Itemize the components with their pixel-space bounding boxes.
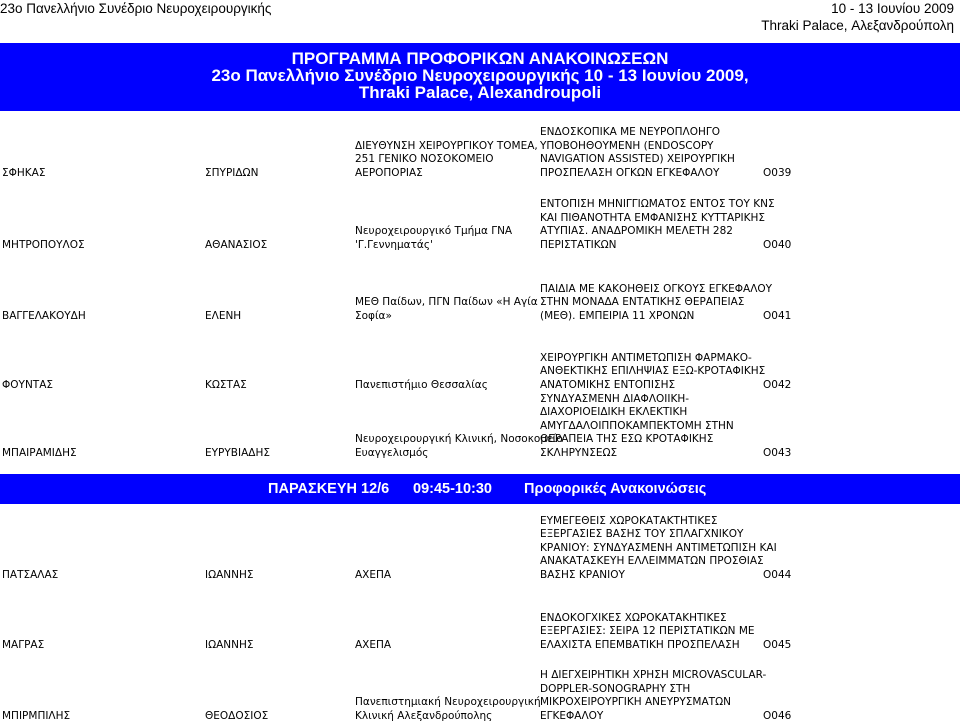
presentation-code: Ο043 (763, 446, 792, 459)
title-line: ΔΙΑΧΟΡΙΟΕΙΔΙΚΗ ΕΚΛΕΚΤΙΚΗ (540, 406, 688, 418)
author-surname: ΠΑΤΣΑΛΑΣ (2, 568, 59, 581)
title-line: ΕΥΜΕΓΕΘΕΙΣ ΧΩΡΟΚΑΤΑΚΤΗΤΙΚΕΣ (540, 514, 718, 527)
table-row (0, 610, 960, 652)
title-line: ΧΕΙΡΟΥΡΓΙΚΗ ΑΝΤΙΜΕΤΩΠΙΣΗ ΦΑΡΜΑΚΟ- (540, 351, 752, 364)
banner-venue: Thraki Palace, Alexandroupoli (358, 83, 602, 102)
presentation-title (540, 126, 735, 180)
affiliation-line: ΑΧΕΠΑ (355, 568, 392, 581)
presentation-title (540, 198, 775, 252)
title-line: DOPPLER-SONOGRAPHY ΣΤΗ (540, 682, 691, 695)
author-affiliation (355, 379, 488, 393)
affiliation-line: Κλινική Αλεξανδρούπολης (355, 709, 493, 722)
presentation-title (540, 515, 777, 583)
presentation-title (540, 393, 734, 461)
author-affiliation (355, 433, 563, 460)
affiliation-line: 'Γ.Γεννηματάς' (355, 238, 433, 251)
title-line: ΠΑΙΔΙΑ ΜΕ ΚΑΚΟΗΘΕΙΣ ΟΓΚΟΥΣ ΕΓΚΕΦΑΛΟΥ (540, 282, 773, 295)
title-line: ΕΝΔΟΣΚΟΠΙΚΑ ΜΕ ΝΕΥΡΟΠΛΟΗΓΟ (540, 126, 721, 138)
author-surname: ΜΠΙΡΜΠΙΛΗΣ (2, 709, 71, 722)
page-header-title: 23ο Πανελλήνιο Συνέδριο Νευροχειρουργικής (0, 1, 272, 16)
affiliation-line: ΔΙΕΥΘΥΝΣΗ ΧΕΙΡΟΥΡΓΙΚΟΥ ΤΟΜΕΑ, (355, 139, 538, 152)
table-row (0, 392, 960, 460)
title-line: ΑΤΥΠΙΑΣ. ΑΝΑΔΡΟΜΙΚΗ ΜΕΛΕΤΗ 282 (540, 225, 733, 237)
presentation-code: Ο039 (763, 166, 792, 179)
presentation-code: Ο042 (763, 378, 792, 391)
title-line: ΑΝΘΕΚΤΙΚΗΣ ΕΠΙΛΗΨΙΑΣ ΕΞΩ-ΚΡΟΤΑΦΙΚΗΣ (540, 365, 766, 377)
author-surname: ΦΟΥΝΤΑΣ (2, 378, 54, 391)
table-row (0, 667, 960, 723)
title-line: ΑΝΑΤΟΜΙΚΗΣ ΕΝΤΟΠΙΣΗΣ (540, 378, 676, 391)
title-line: ΣΥΝΔΥΑΣΜΕΝΗ ΔΙΑΦΛΟΙΙΚΗ- (540, 392, 690, 405)
author-affiliation (355, 696, 541, 723)
author-name: ΚΩΣΤΑΣ (205, 378, 247, 391)
author-name: ΙΩΑΝΝΗΣ (205, 638, 254, 651)
affiliation-line: Πανεπιστημιακή Νευροχειρουργική (355, 696, 541, 708)
program-banner (0, 43, 960, 111)
presentation-code: Ο046 (763, 709, 792, 722)
title-line: ΥΠΟΒΟΗΘΟΥΜΕΝΗ (ENDOSCOPY (540, 139, 714, 152)
title-line: ΒΑΣΗΣ ΚΡΑΝΙΟΥ (540, 568, 625, 581)
header-venue: Thraki Palace, Αλεξανδρούπολη (761, 18, 954, 33)
author-affiliation (355, 569, 391, 583)
affiliation-line: Ευαγγελισμός (355, 446, 429, 459)
presentation-title (540, 612, 755, 653)
presentation-code: Ο041 (763, 309, 792, 322)
author-surname: ΜΗΤΡΟΠΟΥΛΟΣ (2, 238, 85, 251)
table-row (0, 270, 960, 323)
title-line: ΕΝΔΟΚΟΓΧΙΚΕΣ ΧΩΡΟΚΑΤΑΚΗΤΙΚΕΣ (540, 611, 727, 624)
author-surname: ΒΑΓΓΕΛΑΚΟΥΔΗ (2, 309, 86, 322)
banner-title: ΠΡΟΓΡΑΜΜΑ ΠΡΟΦΟΡΙΚΩΝ ΑΝΑΚΟΙΝΩΣΕΩΝ (291, 49, 669, 68)
title-line: ΜΙΚΡΟΧΕΙΡΟΥΡΓΙΚΗ ΑΝΕΥΡΥΣΜΑΤΩΝ (540, 696, 731, 708)
affiliation-line: ΑΕΡΟΠΟΡΙΑΣ (355, 166, 423, 179)
banner-subtitle: 23ο Πανελλήνιο Συνέδριο Νευροχειρουργικής 10 - 13 Ιουνίου 2009, (211, 66, 749, 85)
affiliation-line: Νευροχειρουργικό Τμήμα ΓΝΑ (355, 225, 513, 237)
title-line: ΕΞΕΡΓΑΣΙΕΣ ΒΑΣΗΣ ΤΟΥ ΣΠΛΑΓΧΝΙΚΟΥ (540, 528, 744, 540)
presentation-title (540, 352, 765, 393)
title-line: ΑΝΑΚΑΤΑΣΚΕΥΗ ΕΛΛΕΙΜΜΑΤΩΝ ΠΡΟΣΘΙΑΣ (540, 555, 764, 567)
affiliation-line: ΜΕΘ Παίδων, ΠΓΝ Παίδων «Η Αγία (355, 296, 538, 308)
session-title: Προφορικές Ανακοινώσεις (524, 481, 707, 497)
presentation-code: Ο044 (763, 568, 792, 581)
author-name: ΣΠΥΡΙΔΩΝ (205, 166, 259, 179)
title-line: ΕΛΑΧΙΣΤΑ ΕΠΕΜΒΑΤΙΚΗ ΠΡΟΣΠΕΛΑΣΗ (540, 638, 740, 651)
title-line: Η ΔΙΕΓΧΕΙΡΗΤΙΚΗ ΧΡΗΣΗ MICROVASCULAR- (540, 669, 767, 681)
author-affiliation (355, 140, 538, 181)
title-line: ΣΚΛΗΡΥΝΣΕΩΣ (540, 446, 618, 459)
title-line: ΠΕΡΙΣΤΑΤΙΚΩΝ (540, 238, 617, 251)
header-dates: 10 - 13 Ιουνίου 2009 (831, 1, 954, 16)
affiliation-line: Πανεπιστήμιο Θεσσαλίας (355, 378, 488, 391)
title-line: ΕΓΚΕΦΑΛΟΥ (540, 709, 604, 722)
author-name: ΕΥΡΥΒΙΑΔΗΣ (205, 446, 270, 459)
title-line: ΚΡΑΝΙΟΥ: ΣΥΝΔΥΑΣΜΕΝΗ ΑΝΤΙΜΕΤΩΠΙΣΗ ΚΑΙ (540, 541, 777, 554)
session-time: 09:45-10:30 (413, 481, 492, 497)
table-row (0, 187, 960, 252)
title-line: ΕΞΕΡΓΑΣΙΕΣ: ΣΕΙΡΑ 12 ΠΕΡΙΣΤΑΤΙΚΩΝ ΜΕ (540, 625, 755, 637)
author-affiliation (355, 225, 512, 252)
author-name: ΑΘΑΝΑΣΙΟΣ (205, 238, 268, 251)
title-line: (ΜΕΘ). ΕΜΠΕΙΡΙΑ 11 ΧΡΟΝΩΝ (540, 309, 695, 322)
session-day: ΠΑΡΑΣΚΕΥΗ 12/6 (268, 481, 390, 497)
affiliation-line: 251 ΓΕΝΙΚΟ ΝΟΣΟΚΟΜΕΙΟ (355, 153, 494, 165)
title-line: ΠΡΟΣΠΕΛΑΣΗ ΟΓΚΩΝ ΕΓΚΕΦΑΛΟΥ (540, 166, 720, 179)
affiliation-line: Νευροχειρουργική Κλινική, Νοσοκομείο (355, 433, 563, 445)
author-name: ΘΕΟΔΟΣΙΟΣ (205, 709, 269, 722)
presentation-title (540, 283, 772, 324)
presentation-title (540, 669, 766, 723)
table-row (0, 118, 960, 180)
author-affiliation (355, 639, 391, 653)
author-name: ΙΩΑΝΝΗΣ (205, 568, 254, 581)
title-line: ΣΤΗΝ ΜΟΝΑΔΑ ΕΝΤΑΤΙΚΗΣ ΘΕΡΑΠΕΙΑΣ (540, 296, 745, 308)
table-row (0, 514, 960, 582)
author-surname: ΣΦΗΚΑΣ (2, 166, 46, 179)
author-surname: ΜΠΑΙΡΑΜΙΔΗΣ (2, 446, 77, 459)
title-line: ΕΝΤΟΠΙΣΗ ΜΗΝΙΓΓΙΩΜΑΤΟΣ ΕΝΤΟΣ ΤΟΥ ΚΝΣ (540, 198, 775, 210)
page-header-info (761, 0, 954, 34)
table-row (0, 342, 960, 392)
title-line: ΚΑΙ ΠΙΘΑΝΟΤΗΤΑ ΕΜΦΑΝΙΣΗΣ ΚΥΤΤΑΡΙΚΗΣ (540, 211, 766, 224)
presentation-code: Ο040 (763, 238, 792, 251)
affiliation-line: ΑΧΕΠΑ (355, 638, 392, 651)
author-name: ΕΛΕΝΗ (205, 309, 242, 322)
title-line: NAVIGATION ASSISTED) ΧΕΙΡΟΥΡΓΙΚΗ (540, 153, 735, 165)
title-line: ΘΕΡΑΠΕΙΑ ΤΗΣ ΕΣΩ ΚΡΟΤΑΦΙΚΗΣ (540, 433, 714, 445)
affiliation-line: Σοφία» (355, 309, 392, 322)
session-bar (0, 474, 960, 504)
author-affiliation (355, 296, 538, 323)
title-line: ΑΜΥΓΔΑΛΟΙΠΠΟΚΑΜΠΕΚΤΟΜΗ ΣΤΗΝ (540, 419, 734, 432)
author-surname: ΜΑΓΡΑΣ (2, 638, 45, 651)
presentation-code: Ο045 (763, 638, 792, 651)
